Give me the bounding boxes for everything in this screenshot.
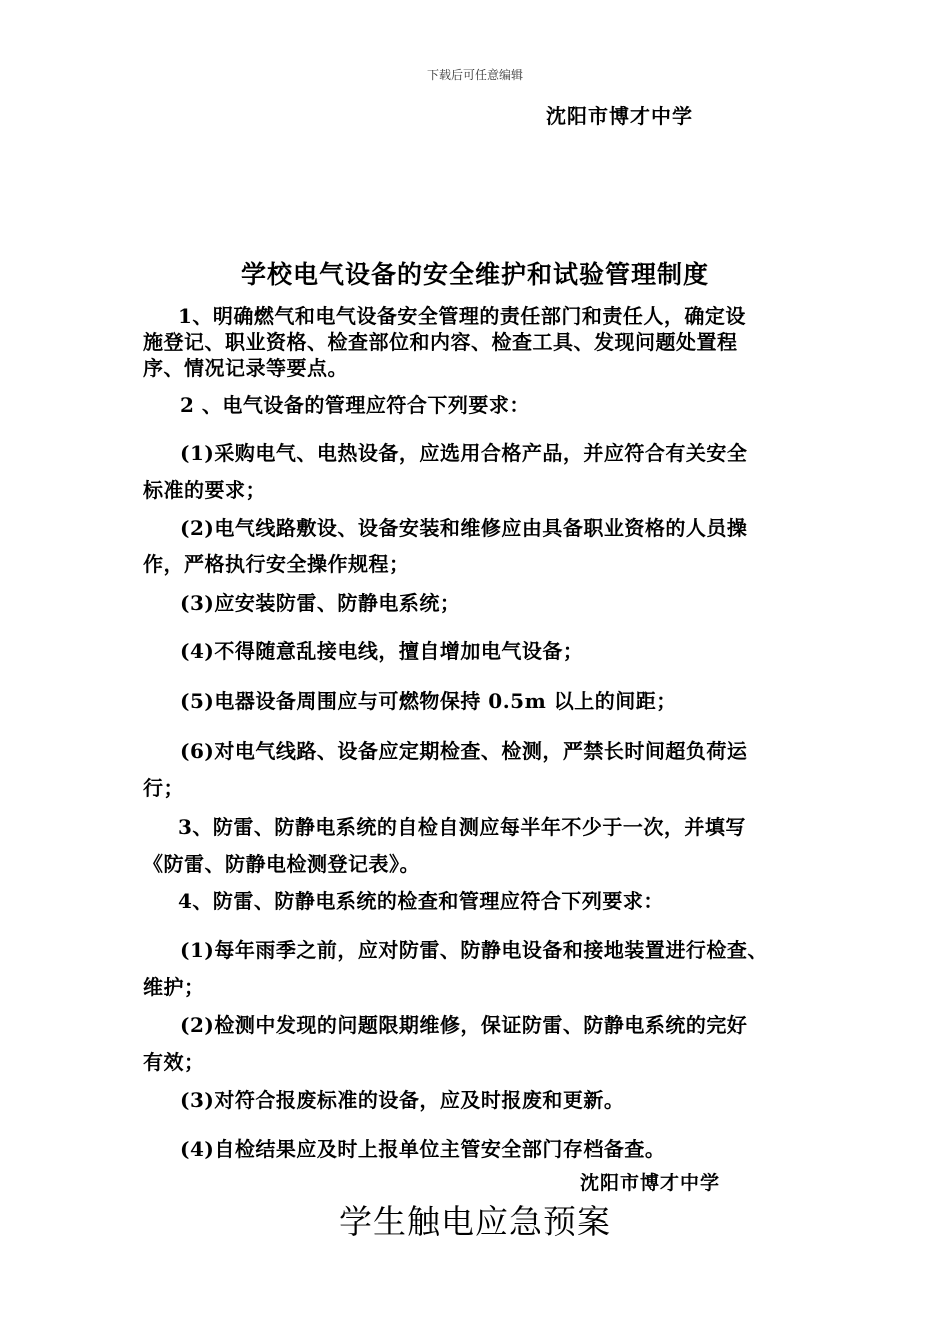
list-item: 作，严格执行安全操作规程； xyxy=(143,552,410,576)
list-item: 行； xyxy=(143,776,184,800)
list-item: (3)对符合报废标准的设备，应及时报废和更新。 xyxy=(180,1088,625,1112)
list-item: (3)应安装防雷、防静电系统； xyxy=(180,591,461,615)
paragraph-line: 3、防雷、防静电系统的自检自测应每半年不少于一次，并填写 xyxy=(178,815,746,839)
list-item: (1)每年雨季之前，应对防雷、防静电设备和接地装置进行检查、 xyxy=(180,938,768,962)
list-item: 标准的要求； xyxy=(143,478,266,502)
list-item: (4)自检结果应及时上报单位主管安全部门存档备查。 xyxy=(180,1137,666,1161)
next-section-title: 学生触电应急预案 xyxy=(339,1202,611,1241)
list-item: 有效； xyxy=(143,1050,205,1074)
list-item: (2)检测中发现的问题限期维修，保证防雷、防静电系统的完好 xyxy=(180,1013,748,1037)
paragraph-line: 《防雷、防静电检测登记表》。 xyxy=(143,852,420,876)
list-item: (4)不得随意乱接电线，擅自增加电气设备； xyxy=(180,639,584,663)
document-title: 学校电气设备的安全维护和试验管理制度 xyxy=(240,260,709,289)
paragraph-line: 施登记、职业资格、检查部位和内容、检查工具、发现问题处置程 xyxy=(143,330,738,354)
header-note: 下载后可任意编辑 xyxy=(426,68,523,82)
list-item: (2)电气线路敷设、设备安装和维修应由具备职业资格的人员操 xyxy=(180,516,748,540)
school-name-bottom: 沈阳市博才中学 xyxy=(580,1172,721,1194)
paragraph-line: 2 、电气设备的管理应符合下列要求： xyxy=(180,393,530,417)
list-item: 维护； xyxy=(143,975,205,999)
school-name-top: 沈阳市博才中学 xyxy=(546,104,693,128)
paragraph-line: 1、明确燃气和电气设备安全管理的责任部门和责任人，确定设 xyxy=(178,304,746,328)
list-item: (5)电器设备周围应与可燃物保持 0.5m 以上的间距； xyxy=(180,689,677,713)
paragraph-line: 4、防雷、防静电系统的检查和管理应符合下列要求： xyxy=(178,889,664,913)
list-item: (6)对电气线路、设备应定期检查、检测，严禁长时间超负荷运 xyxy=(180,739,748,763)
paragraph-line: 序、情况记录等要点。 xyxy=(143,356,348,380)
list-item: (1)采购电气、电热设备，应选用合格产品，并应符合有关安全 xyxy=(180,441,748,465)
